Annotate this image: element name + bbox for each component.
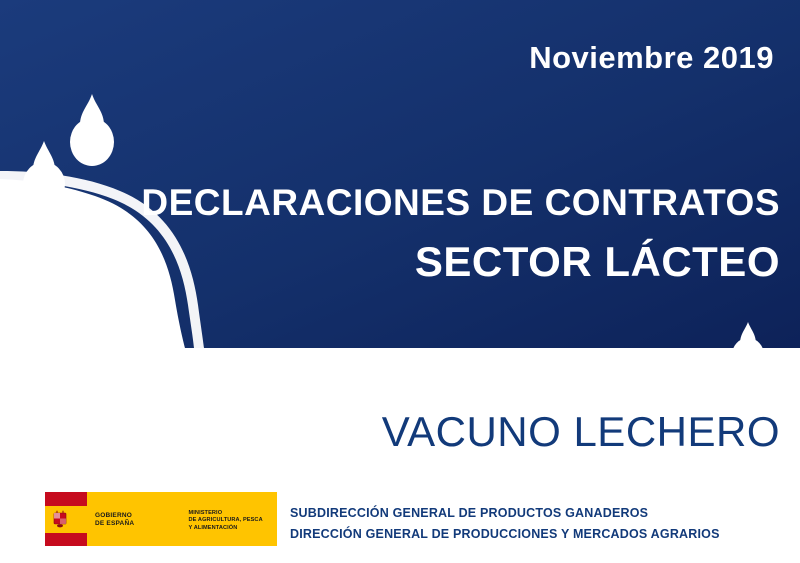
department-line-1: SUBDIRECCIÓN GENERAL DE PRODUCTOS GANADEROS [290, 506, 649, 520]
government-label: GOBIERNO DE ESPAÑA [95, 511, 135, 527]
publication-date: Noviembre 2019 [529, 40, 774, 75]
ministry-logo-text [87, 492, 277, 546]
coat-of-arms-icon [53, 510, 67, 528]
department-line-2: DIRECCIÓN GENERAL DE PRODUCCIONES Y MERCADOS AGRARIOS [290, 527, 720, 541]
ministry-label: MINISTERIO DE AGRICULTURA, PESCA Y ALIMENTACIÓN [188, 509, 263, 531]
document-title-line-2: SECTOR LÁCTEO [414, 238, 780, 285]
document-title-line-1: DECLARACIONES DE CONTRATOS [141, 182, 780, 223]
droplet-decoration-4 [728, 330, 774, 382]
government-logo [45, 492, 277, 546]
document-subject: VACUNO LECHERO [381, 408, 780, 455]
issuing-department [290, 503, 720, 545]
spain-flag-icon [45, 492, 87, 546]
